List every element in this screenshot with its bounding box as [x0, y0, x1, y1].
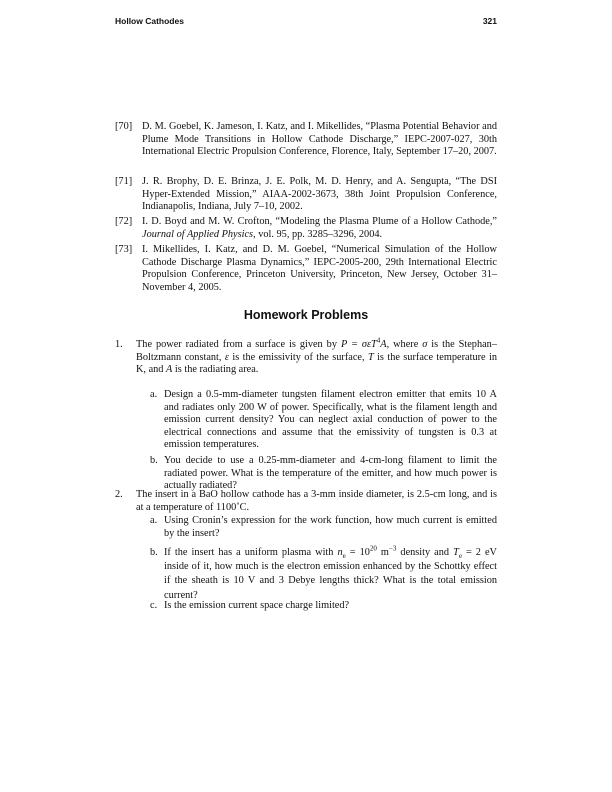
reference-70 — [115, 121, 497, 159]
reference-text: J. R. Brophy, D. E. Brinza, J. E. Polk, M. D. Henry, and A. Sengupta, “The DSI Hyper-Extended Mission,” AIAA-2002-3673, 38th Joint Propulsion Conference, Indianapolis, Indiana, July 7–10, 2002. — [142, 176, 497, 213]
problem-number: 2. — [115, 489, 123, 500]
reference-number: [73] — [115, 244, 133, 255]
reference-71 — [115, 176, 497, 214]
equation: A — [380, 339, 387, 350]
symbol: T — [367, 351, 374, 363]
problem-2b — [150, 546, 497, 603]
reference-72 — [115, 216, 497, 241]
part-text: = 10 — [345, 547, 370, 558]
journal-name: Journal of Applied Physics — [142, 228, 254, 240]
symbol: A — [166, 364, 173, 376]
problem-text: The power radiated from a surface is given by — [136, 339, 341, 350]
part-label: b. — [150, 547, 158, 558]
problem-text: is the radiating area. — [172, 364, 259, 376]
subscript: e — [342, 552, 346, 561]
problem-text: , where — [386, 339, 423, 350]
problem-2a — [150, 515, 497, 540]
section-title: Homework Problems — [243, 308, 369, 322]
problem-1b — [150, 455, 497, 493]
part-label: a. — [150, 515, 158, 526]
problem-1 — [115, 336, 497, 377]
problem-2c — [150, 600, 497, 613]
symbol: T — [453, 547, 459, 558]
problem-text: is the emissivity of the surface, — [228, 351, 368, 363]
part-text: Using Cronin’s expression for the work function, how much current is emitted by the insert? — [164, 515, 497, 539]
part-text: eV inside of it, how much is the electron emission enhanced by the Schottky effect if the sheath is 10 V and 3 Debye lengths thick? What is the total emission current? — [164, 547, 497, 601]
running-header-title: Hollow Cathodes — [115, 16, 184, 26]
reference-text: D. M. Goebel, K. Jameson, I. Katz, and I. Mikellides, “Plasma Potential Behavior and Plume Mode Transitions in Hollow Cathode Discharge,” IEPC-2007-027, 30th International Electric Propulsion Conference, Florence, Italy, September 17–20, 2007. — [142, 121, 497, 158]
part-text: Is the emission current space charge limited? — [164, 600, 350, 611]
problem-2 — [115, 489, 497, 514]
problem-text: The insert in a BaO hollow cathode has a 3-mm inside diameter, is 2.5-cm long, and is at a temperature of 1100˚C. — [136, 489, 497, 513]
page-number: 321 — [482, 16, 497, 26]
symbol: n — [337, 547, 343, 558]
superscript: 20 — [369, 544, 377, 553]
problem-number: 1. — [115, 339, 123, 350]
reference-number: [71] — [115, 176, 133, 187]
part-text: m — [376, 547, 389, 558]
symbol: ε — [224, 351, 229, 363]
part-label: b. — [150, 455, 158, 466]
superscript: −3 — [388, 544, 397, 553]
equation-exponent: 4 — [376, 336, 381, 345]
problem-text: is the surface temperature in K, and — [136, 351, 497, 376]
equation: P = σεT — [340, 339, 377, 350]
part-label: c. — [150, 600, 158, 611]
part-label: a. — [150, 389, 158, 400]
reference-number: [70] — [115, 121, 133, 132]
reference-text: I. D. Boyd and M. W. Crofton, “Modeling the Plasma Plume of a Hollow Cathode,” — [142, 216, 497, 227]
symbol: σ — [422, 339, 428, 350]
problem-1a — [150, 389, 497, 452]
part-text: If the insert has a uniform plasma with — [164, 547, 338, 558]
part-text: You decide to use a 0.25-mm-diameter and 4-cm-long filament to limit the radiated power. What is the temperature of the emitter, and how much power is actually radiated? — [164, 455, 497, 492]
reference-text: I. Mikellides, I. Katz, and D. M. Goebel, “Numerical Simulation of the Hollow Cathode Discharge Plasma Dynamics,” IEPC-2005-200, 29th International Electric Propulsion Conference, Princeton University, Princeton, New Jersey, October 31–November 4, 2005. — [142, 244, 497, 293]
subscript: e — [458, 552, 462, 561]
part-text: Design a 0.5-mm-diameter tungsten filament electron emitter that emits 10 A and radiates only 200 W of power. Specifically, what is the filament length and emission current density? You can neglect axial conduction of power to the electrical connections and assume that the emissivity of tungsten is 0.3 at emission temperatures. — [164, 389, 497, 451]
part-text: density and — [396, 547, 454, 558]
reference-text: , vol. 95, pp. 3285–3296, 2004. — [253, 228, 383, 240]
reference-number: [72] — [115, 216, 133, 227]
part-text: = 2 — [461, 547, 481, 558]
problem-text: is the Stephan–Boltzmann constant, — [136, 339, 497, 363]
reference-73 — [115, 244, 497, 294]
